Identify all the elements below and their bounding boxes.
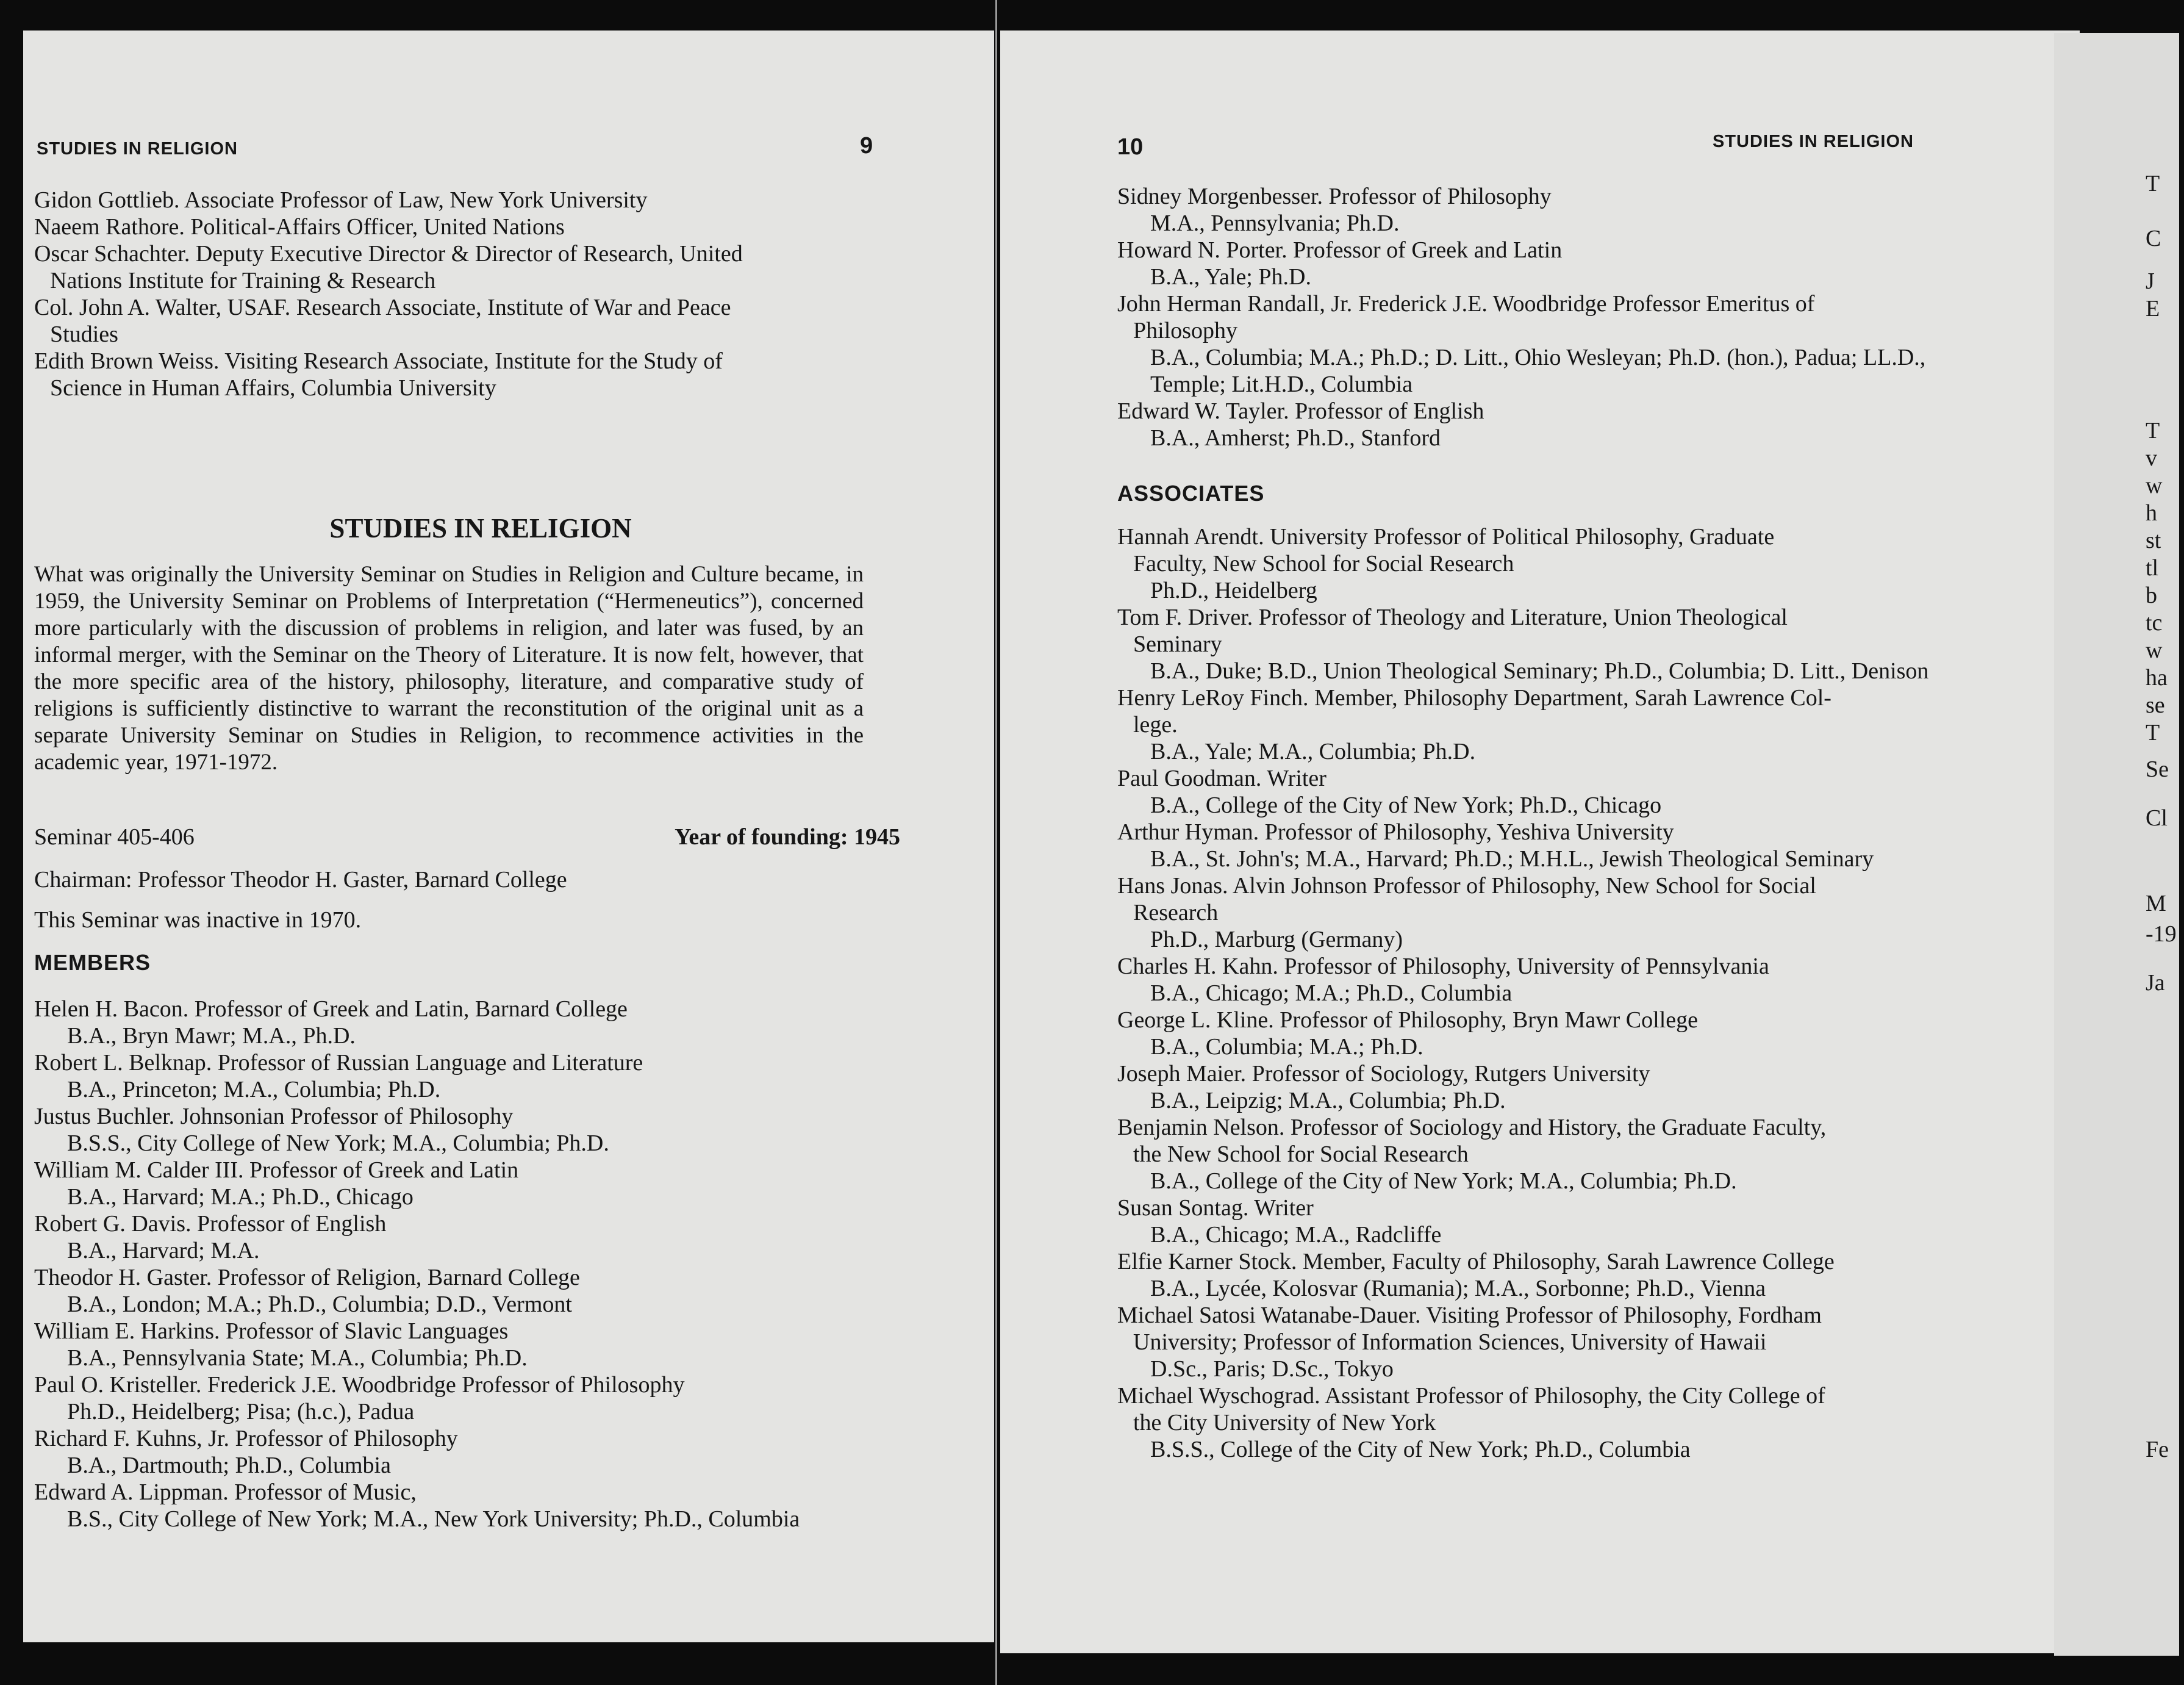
person-name: Naeem Rathore.	[34, 214, 185, 240]
person-name: Arthur Hyman.	[1117, 819, 1259, 845]
member-entry	[34, 1103, 900, 1157]
person-title: University Professor of Political Philosophy, Graduate	[1270, 524, 1775, 550]
person-name: Robert G. Davis.	[34, 1211, 192, 1237]
page-number-right: 10	[1117, 134, 1144, 160]
running-head-left: STUDIES IN RELIGION	[37, 139, 238, 159]
associate-entry	[1117, 1114, 2002, 1195]
person-title: Professor of English	[1295, 398, 1484, 424]
seminar-number: Seminar 405-406	[34, 824, 195, 850]
person-name: Oscar Schachter.	[34, 241, 190, 267]
person-title-continued: lege.	[1133, 712, 1178, 738]
person-name: Henry LeRoy Finch.	[1117, 685, 1309, 711]
person-degrees: B.A., St. John's; M.A., Harvard; Ph.D.; M.H.L., Jewish Theological Seminary	[1150, 846, 1874, 872]
person-degrees: B.A., Harvard; M.A.; Ph.D., Chicago	[67, 1184, 414, 1210]
associate-entry	[1117, 953, 2002, 1007]
person-name: Paul Goodman.	[1117, 766, 1262, 791]
person-title: Assistant Professor of Philosophy, the City College of	[1324, 1383, 1825, 1409]
person-degrees: B.A., Chicago; M.A., Radcliffe	[1150, 1222, 1442, 1248]
member-entry	[1117, 183, 2002, 237]
associate-entry	[1117, 1302, 2002, 1382]
person-degrees: B.S.S., College of the City of New York; Ph.D., Columbia	[1150, 1437, 1691, 1462]
person-name: William E. Harkins.	[34, 1318, 220, 1344]
member-entry	[34, 1479, 900, 1532]
person-name: Col. John A. Walter, USAF.	[34, 295, 291, 320]
adjacent-page-fragment: E	[2146, 296, 2160, 322]
list-item	[34, 294, 900, 348]
person-name: Elfie Karner Stock.	[1117, 1249, 1297, 1274]
inactive-note: This Seminar was inactive in 1970.	[34, 907, 362, 933]
member-entry	[1117, 290, 2002, 398]
person-name: Edward W. Tayler.	[1117, 398, 1289, 424]
associate-entry	[1117, 819, 2002, 872]
associate-entry	[1117, 872, 2002, 953]
person-degrees: B.A., Yale; M.A., Columbia; Ph.D.	[1150, 739, 1476, 764]
adjacent-page-fragment: C	[2146, 226, 2161, 251]
person-degrees: B.A., Columbia; M.A.; Ph.D.	[1150, 1034, 1423, 1060]
person-name: Sidney Morgenbesser.	[1117, 184, 1323, 209]
person-title: Visiting Professor of Philosophy, Fordham	[1426, 1302, 1822, 1328]
person-name: Theodor H. Gaster.	[34, 1265, 212, 1290]
person-name: Richard F. Kuhns, Jr.	[34, 1426, 229, 1451]
person-title-continued: Faculty, New School for Social Research	[1133, 551, 1514, 577]
person-name: Michael Satosi Watanabe-Dauer.	[1117, 1302, 1421, 1328]
member-entry	[1117, 398, 2002, 451]
associate-entry	[1117, 523, 2002, 604]
adjacent-page-fragment: -19	[2146, 921, 2177, 947]
person-degrees: Ph.D., Heidelberg	[1150, 578, 1317, 603]
adjacent-page-fragment: se	[2146, 692, 2165, 718]
person-title: Professor of Philosophy	[235, 1426, 458, 1451]
person-title: Professor of Sociology and History, the Graduate Faculty,	[1290, 1115, 1827, 1140]
member-entry	[34, 996, 900, 1049]
person-degrees: B.A., Yale; Ph.D.	[1150, 264, 1311, 290]
adjacent-page-fragment: M	[2146, 891, 2166, 916]
person-title: Writer	[1254, 1195, 1314, 1221]
adjacent-page-fragment: w	[2146, 473, 2163, 498]
person-title: Professor of Sociology, Rutgers University	[1251, 1061, 1650, 1087]
person-name: Joseph Maier.	[1117, 1061, 1247, 1087]
person-title: Deputy Executive Director & Director of Research, United	[195, 241, 743, 267]
adjacent-page-fragment: ha	[2146, 665, 2168, 691]
chairman: Chairman: Professor Theodor H. Gaster, Barnard College	[34, 867, 567, 893]
person-title: Professor of Philosophy, Yeshiva University	[1264, 819, 1674, 845]
person-degrees: B.A., College of the City of New York; Ph.D., Chicago	[1150, 792, 1662, 818]
person-degrees: B.A., Chicago; M.A.; Ph.D., Columbia	[1150, 980, 1513, 1006]
member-entry	[34, 1371, 900, 1425]
adjacent-page-fragment: Ja	[2146, 970, 2165, 996]
person-name: Tom F. Driver.	[1117, 605, 1253, 630]
person-degrees: M.A., Pennsylvania; Ph.D.	[1150, 210, 1400, 236]
person-name: Howard N. Porter.	[1117, 237, 1287, 263]
associate-entry	[1117, 1248, 2002, 1302]
person-degrees: B.A., College of the City of New York; M.A., Columbia; Ph.D.	[1150, 1168, 1737, 1194]
adjacent-page-fragment: Cl	[2146, 805, 2168, 831]
person-title: Associate Professor of Law, New York University	[184, 187, 648, 213]
person-name: Helen H. Bacon.	[34, 996, 189, 1022]
person-title: Professor of Philosophy	[1328, 184, 1552, 209]
associate-entry	[1117, 604, 2002, 684]
person-name: John Herman Randall, Jr.	[1117, 291, 1353, 317]
top-entries-list	[34, 187, 900, 401]
person-title: Frederick J.E. Woodbridge Professor of Philosophy	[207, 1372, 685, 1398]
person-degrees: Ph.D., Marburg (Germany)	[1150, 927, 1403, 952]
seminar-info	[34, 824, 900, 976]
adjacent-page-fragment: T	[2146, 418, 2160, 444]
list-item	[34, 187, 900, 214]
person-title-continued: Philosophy	[1133, 318, 1238, 343]
person-name: Paul O. Kristeller.	[34, 1372, 202, 1398]
adjacent-page-fragment: tc	[2146, 610, 2163, 636]
person-title: Alvin Johnson Professor of Philosophy, New School for Social	[1232, 873, 1816, 899]
person-name: Edith Brown Weiss.	[34, 348, 220, 374]
associates-heading: ASSOCIATES	[1117, 481, 1265, 506]
person-degrees: B.A., Duke; B.D., Union Theological Seminary; Ph.D., Columbia; D. Litt., Denison	[1150, 658, 1929, 684]
page-number-left: 9	[860, 133, 873, 159]
person-degrees: B.S., City College of New York; M.A., New York University; Ph.D., Columbia	[67, 1506, 800, 1532]
associate-entry	[1117, 1007, 2002, 1060]
person-title: Johnsonian Professor of Philosophy	[180, 1104, 514, 1129]
person-name: Michael Wyschograd.	[1117, 1383, 1320, 1409]
person-degrees: B.A., London; M.A.; Ph.D., Columbia; D.D., Vermont	[67, 1292, 572, 1317]
person-degrees: B.A., Harvard; M.A.	[67, 1238, 260, 1263]
person-title-continued: University; Professor of Information Sciences, University of Hawaii	[1133, 1329, 1767, 1355]
adjacent-page-fragment: T	[2146, 720, 2160, 745]
member-entry	[34, 1210, 900, 1264]
left-page	[23, 31, 994, 1642]
person-title: Professor of Slavic Languages	[226, 1318, 509, 1344]
person-title: Professor of Russian Language and Literature	[217, 1050, 643, 1076]
person-title: Member, Philosophy Department, Sarah Lawrence Col-	[1314, 685, 1831, 711]
person-degrees: B.A., Pennsylvania State; M.A., Columbia; Ph.D.	[67, 1345, 528, 1371]
person-name: Gidon Gottlieb.	[34, 187, 180, 213]
running-head-right: STUDIES IN RELIGION	[1713, 132, 1914, 151]
right-page	[1000, 31, 2080, 1653]
person-name: George L. Kline.	[1117, 1007, 1274, 1033]
person-title-continued: Nations Institute for Training & Research	[50, 268, 436, 293]
adjacent-page-strip	[2054, 33, 2179, 1656]
person-title: Writer	[1267, 766, 1327, 791]
member-entry	[1117, 237, 2002, 290]
person-title: Professor of Greek and Latin	[1293, 237, 1563, 263]
person-degrees: B.S.S., City College of New York; M.A., Columbia; Ph.D.	[67, 1130, 609, 1156]
person-title: Professor of Music,	[234, 1479, 417, 1505]
person-title: Professor of Theology and Literature, Union Theological	[1258, 605, 1788, 630]
seminar-description: What was originally the University Seminar on Studies in Religion and Culture became, in 1959, the University Seminar on Problems of Interpretation (“Hermeneutics”), concerned more particularly with the discussion of problems in religion, and later was fused, by an informal merger, with the Seminar on the Theory of Literature. It is now felt, however, that the more specific area of the history, philosophy, literature, and comparative study of religions is sufficiently distinctive to warrant the reconstitution of the original unit as a separate University Seminar on Studies in Religion, to recommence activities in the academic year, 1971-1972.	[34, 562, 864, 775]
adjacent-page-fragment: J	[2146, 268, 2155, 294]
person-title: Professor of Religion, Barnard College	[217, 1265, 580, 1290]
adjacent-page-fragment: T	[2146, 171, 2160, 196]
person-degrees: D.Sc., Paris; D.Sc., Tokyo	[1150, 1356, 1394, 1382]
person-degrees: B.A., Dartmouth; Ph.D., Columbia	[67, 1453, 391, 1478]
person-name: Robert L. Belknap.	[34, 1050, 212, 1076]
person-degrees: B.A., Leipzig; M.A., Columbia; Ph.D.	[1150, 1088, 1506, 1113]
member-entry	[34, 1264, 900, 1318]
adjacent-page-fragment: Se	[2146, 756, 2169, 782]
member-entry	[34, 1425, 900, 1479]
associates-list	[1117, 523, 2002, 1463]
person-title: Professor of Greek and Latin, Barnard College	[194, 996, 628, 1022]
person-title-continued: Seminary	[1133, 631, 1222, 657]
adjacent-page-fragment: st	[2146, 528, 2161, 553]
person-title: Professor of Philosophy, University of Pennsylvania	[1284, 954, 1769, 979]
member-entry	[34, 1049, 900, 1103]
adjacent-page-fragment: tl	[2146, 555, 2159, 581]
list-item	[34, 240, 900, 294]
person-title-continued: the City University of New York	[1133, 1410, 1436, 1435]
person-name: Edward A. Lippman.	[34, 1479, 229, 1505]
person-title: Frederick J.E. Woodbridge Professor Emeritus of	[1358, 291, 1815, 317]
associate-entry	[1117, 684, 2002, 765]
person-degrees: B.A., Columbia; M.A.; Ph.D.; D. Litt., Ohio Wesleyan; Ph.D. (hon.), Padua; LL.D., Temple; Lit.H.D., Columbia	[1150, 345, 1926, 397]
person-name: Justus Buchler.	[34, 1104, 175, 1129]
person-name: Susan Sontag.	[1117, 1195, 1249, 1221]
person-degrees: B.A., Amherst; Ph.D., Stanford	[1150, 425, 1441, 451]
person-title-continued: Science in Human Affairs, Columbia University	[50, 375, 496, 401]
page-gutter	[995, 0, 997, 1685]
person-title: Professor of Greek and Latin	[249, 1157, 519, 1183]
person-title: Research Associate, Institute of War and Peace	[296, 295, 731, 320]
person-name: Charles H. Kahn.	[1117, 954, 1278, 979]
person-degrees: B.A., Bryn Mawr; M.A., Ph.D.	[67, 1023, 356, 1049]
year-founding: Year of founding: 1945	[675, 824, 900, 850]
person-name: Benjamin Nelson.	[1117, 1115, 1285, 1140]
person-degrees: B.A., Princeton; M.A., Columbia; Ph.D.	[67, 1077, 441, 1102]
list-item	[34, 214, 900, 240]
adjacent-page-fragment: b	[2146, 583, 2157, 608]
person-title: Professor of English	[197, 1211, 387, 1237]
adjacent-page-fragment: h	[2146, 500, 2157, 526]
members-list	[34, 996, 900, 1532]
person-name: William M. Calder III.	[34, 1157, 244, 1183]
section-title: STUDIES IN RELIGION	[329, 513, 632, 544]
member-entry	[34, 1157, 900, 1210]
member-entry	[34, 1318, 900, 1371]
person-name: Hans Jonas.	[1117, 873, 1228, 899]
person-title: Professor of Philosophy, Bryn Mawr College	[1280, 1007, 1698, 1033]
person-title-continued: Research	[1133, 900, 1219, 925]
person-title-continued: Studies	[50, 322, 118, 347]
associate-entry	[1117, 1060, 2002, 1114]
person-title: Visiting Research Associate, Institute for the Study of	[224, 348, 723, 374]
adjacent-page-fragment: v	[2146, 445, 2157, 471]
associate-entry	[1117, 1382, 2002, 1463]
person-title: Member, Faculty of Philosophy, Sarah Lawrence College	[1302, 1249, 1835, 1274]
person-degrees: Ph.D., Heidelberg; Pisa; (h.c.), Padua	[67, 1399, 415, 1425]
person-degrees: B.A., Lycée, Kolosvar (Rumania); M.A., Sorbonne; Ph.D., Vienna	[1150, 1276, 1766, 1301]
adjacent-page-fragment: w	[2146, 638, 2163, 663]
person-name: Hannah Arendt.	[1117, 524, 1264, 550]
members-heading: MEMBERS	[34, 950, 151, 975]
adjacent-page-fragment: Fe	[2146, 1437, 2169, 1462]
list-item	[34, 348, 900, 401]
associate-entry	[1117, 1195, 2002, 1248]
associate-entry	[1117, 765, 2002, 819]
person-title-continued: the New School for Social Research	[1133, 1141, 1469, 1167]
members-continued-list	[1117, 183, 2002, 451]
person-title: Political-Affairs Officer, United Nations	[190, 214, 565, 240]
